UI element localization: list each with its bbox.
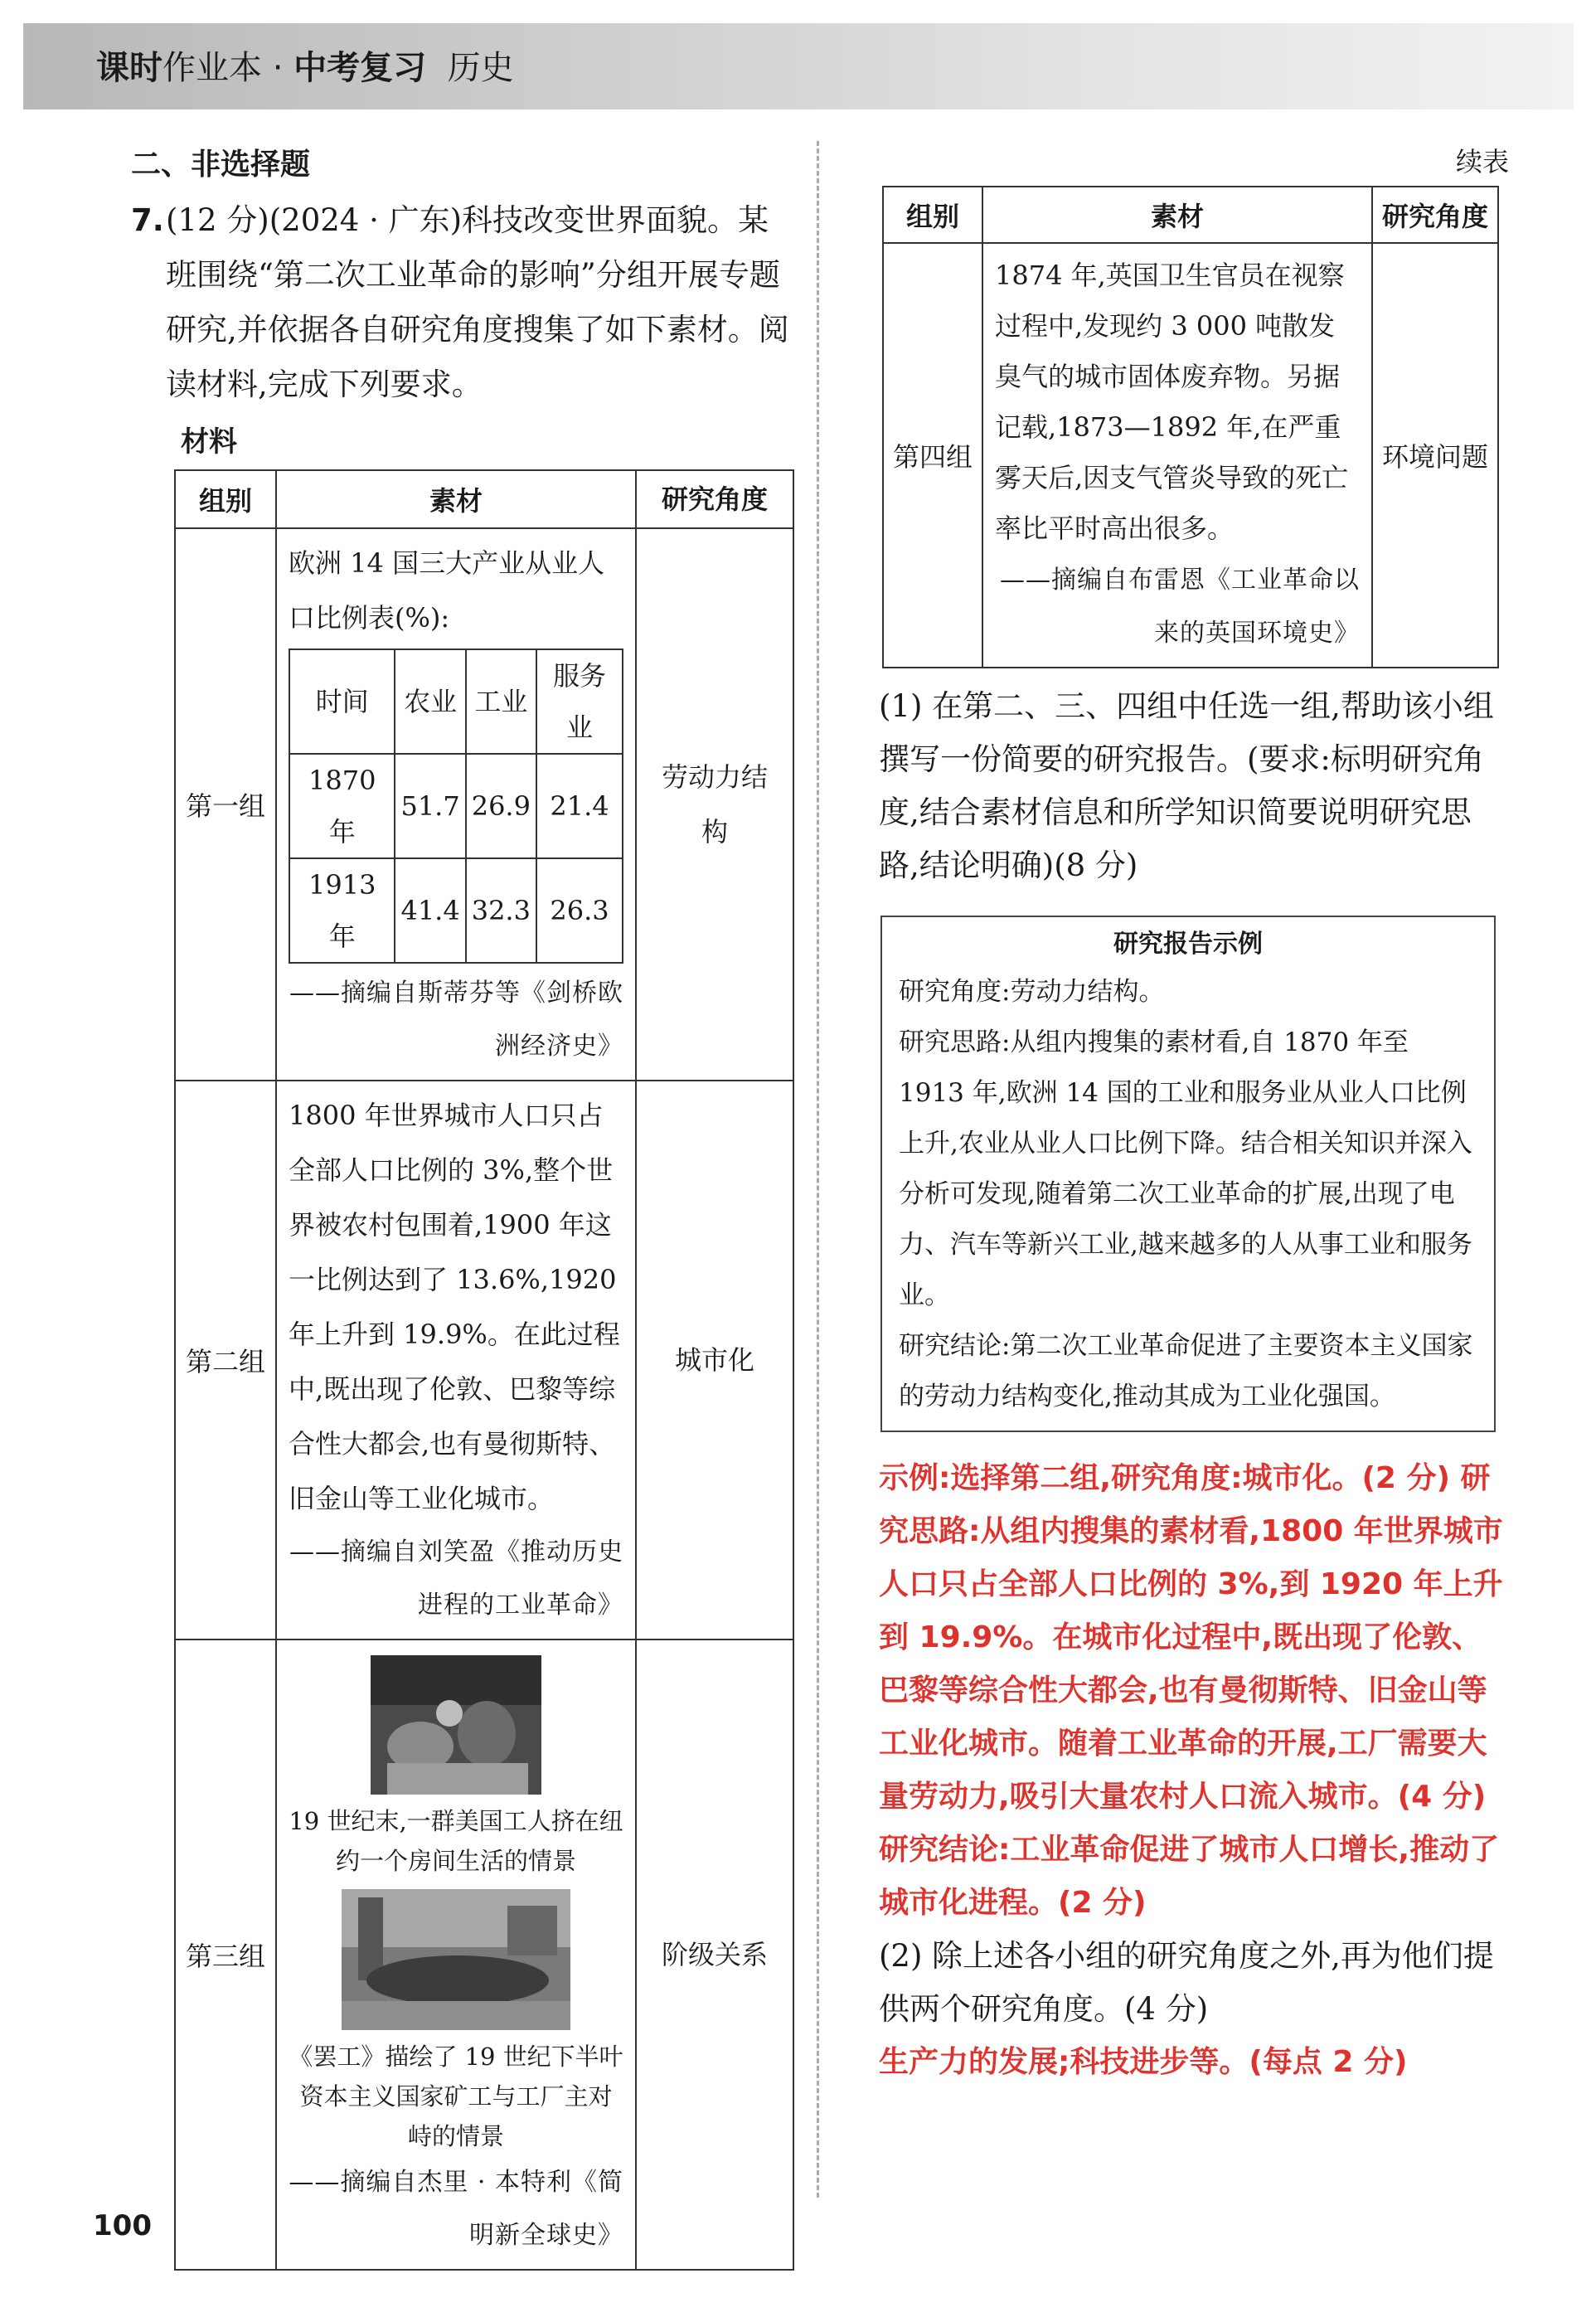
group3-name: 第三组 <box>175 1639 276 2270</box>
strike-painting-drawing <box>342 1889 570 2030</box>
report-example-box <box>880 916 1496 1432</box>
inner-cell: 26.9 <box>466 754 536 858</box>
group4-text: 1874 年,英国卫生官员在视察过程中,发现约 3 000 吨散发臭气的城市固体废弃物。另据记载,1873—1892 年,在严重雾天后,因支气管炎导致的死亡率比平时高出很多。 <box>995 260 1349 544</box>
header-title <box>96 41 514 89</box>
header-material: 素材 <box>982 187 1372 243</box>
header-angle: 研究角度 <box>1372 187 1498 243</box>
inner-cell: 41.4 <box>395 858 465 963</box>
header-group: 组别 <box>883 187 982 243</box>
inner-header: 农业 <box>395 649 465 754</box>
question-number: 7. <box>131 202 164 238</box>
left-column <box>131 141 794 2271</box>
inner-header-row <box>289 649 623 754</box>
report-title: 研究报告示例 <box>1113 930 1263 959</box>
inner-header: 服务业 <box>536 649 623 754</box>
table-row-group1 <box>175 528 793 1081</box>
table-row-group3 <box>175 1639 793 2270</box>
answer-2: 生产力的发展;科技进步等。(每点 2 分) <box>879 2045 1408 2079</box>
header-title-part2: 作业本 · <box>163 49 294 87</box>
workers-room-photo-drawing <box>371 1655 541 1795</box>
inner-cell: 21.4 <box>536 754 623 858</box>
page-header <box>23 23 1574 109</box>
photo1-caption: 19 世纪末,一群美国工人挤在纽约一个房间生活的情景 <box>289 1807 623 1875</box>
report-angle: 研究角度:劳动力结构。 <box>899 977 1165 1007</box>
group3-angle: 阶级关系 <box>636 1639 793 2270</box>
question-7 <box>131 193 794 412</box>
report-conclusion: 研究结论:第二次工业革命促进了主要资本主义国家的劳动力结构变化,推动其成为工业化强国。 <box>899 1331 1473 1411</box>
inner-header: 时间 <box>289 649 395 754</box>
group3-material <box>276 1639 636 2270</box>
header-group: 组别 <box>175 470 276 528</box>
group3-source: ——摘编自杰里 · 本特利《简明新全球史》 <box>289 2168 623 2250</box>
group4-angle: 环境问题 <box>1372 243 1498 668</box>
group4-source: ——摘编自布雷恩《工业革命以来的英国环境史》 <box>1000 566 1360 648</box>
column-divider <box>817 141 819 2198</box>
sub-question-2: (2) 除上述各小组的研究角度之外,再为他们提供两个研究角度。(4 分) <box>879 1938 1494 2027</box>
group2-material <box>276 1081 636 1639</box>
continued-label: 续表 <box>1455 146 1509 177</box>
table-row-group2 <box>175 1081 793 1639</box>
workers-room-photo <box>371 1655 541 1795</box>
answer-1: 示例:选择第二组,研究角度:城市化。(2 分) 研究思路:从组内搜集的素材看,1800 年世界城市人口只占全部人口比例的 3%,到 1920 年上升到 19.9%。在城市化过程中,既出现了伦敦、巴黎等综合性大都会,也有曼彻斯特、旧金山等工业化城市。随着工业革命的开展,工厂需要大量劳动力,吸引大量农村人口流入城市。(4 分) 研究结论:工业革命促进了城市人口增长,推动了城市化进程。(2 分) <box>879 1461 1503 1920</box>
inner-cell: 26.3 <box>536 858 623 963</box>
group1-angle: 劳动力结构 <box>636 528 793 1081</box>
report-approach: 研究思路:从组内搜集的素材看,自 1870 年至 1913 年,欧洲 14 国的工业和服务业从业人口比例上升,农业从业人口比例下降。结合相关知识并深入分析可发现,随着第二次工业革命的扩展,出现了电力、汽车等新兴工业,越来越多的人从事工业和服务业。 <box>899 1027 1472 1310</box>
group4-material <box>982 243 1372 668</box>
table-header-row <box>175 470 793 528</box>
inner-cell: 1870 年 <box>289 754 395 858</box>
table-header-row <box>883 187 1498 243</box>
group1-material <box>276 528 636 1081</box>
inner-row <box>289 858 623 963</box>
inner-cell: 1913 年 <box>289 858 395 963</box>
section-title: 二、非选择题 <box>131 148 311 182</box>
group2-angle: 城市化 <box>636 1081 793 1639</box>
material-label: 材料 <box>181 425 237 459</box>
group2-text: 1800 年世界城市人口只占全部人口比例的 3%,整个世界被农村包围着,1900 年这一比例达到了 13.6%,1920 年上升到 19.9%。在此过程中,既出现了伦敦、巴黎等综合性大都会,也有曼彻斯特、旧金山等工业化城市。 <box>289 1100 620 1514</box>
table-row-group4 <box>883 243 1498 668</box>
continued-table <box>882 186 1499 668</box>
group2-source: ——摘编自刘笑盈《推动历史进程的工业革命》 <box>289 1537 623 1620</box>
inner-cell: 32.3 <box>466 858 536 963</box>
group1-data-table <box>289 649 623 964</box>
inner-header: 工业 <box>466 649 536 754</box>
header-material: 素材 <box>276 470 636 528</box>
header-title-part1: 课时 <box>96 49 163 87</box>
inner-row <box>289 754 623 858</box>
sub-question-1: (1) 在第二、三、四组中任选一组,帮助该小组撰写一份简要的研究报告。(要求:标明研究角度,结合素材信息和所学知识简要说明研究思路,结论明确)(8 分) <box>879 688 1494 883</box>
header-title-part3: 中考复习 <box>293 49 427 87</box>
page-number: 100 <box>93 2209 152 2242</box>
strike-painting <box>342 1889 570 2030</box>
group1-name: 第一组 <box>175 528 276 1081</box>
right-column <box>879 141 1509 2089</box>
header-subject: 历史 <box>447 49 514 87</box>
group1-intro: 欧洲 14 国三大产业从业人口比例表(%): <box>289 547 605 634</box>
question-text: (12 分)(2024 · 广东)科技改变世界面貌。某班围绕“第二次工业革命的影响”分组开展专题研究,并依据各自研究角度搜集了如下素材。阅读材料,完成下列要求。 <box>166 202 789 402</box>
photo2-caption: 《罢工》描绘了 19 世纪下半叶资本主义国家矿工与工厂主对峙的情景 <box>289 2043 623 2150</box>
material-table <box>174 469 794 2271</box>
inner-cell: 51.7 <box>395 754 465 858</box>
group1-source: ——摘编自斯蒂芬等《剑桥欧洲经济史》 <box>289 979 623 1061</box>
header-angle: 研究角度 <box>636 470 793 528</box>
group2-name: 第二组 <box>175 1081 276 1639</box>
group4-name: 第四组 <box>883 243 982 668</box>
